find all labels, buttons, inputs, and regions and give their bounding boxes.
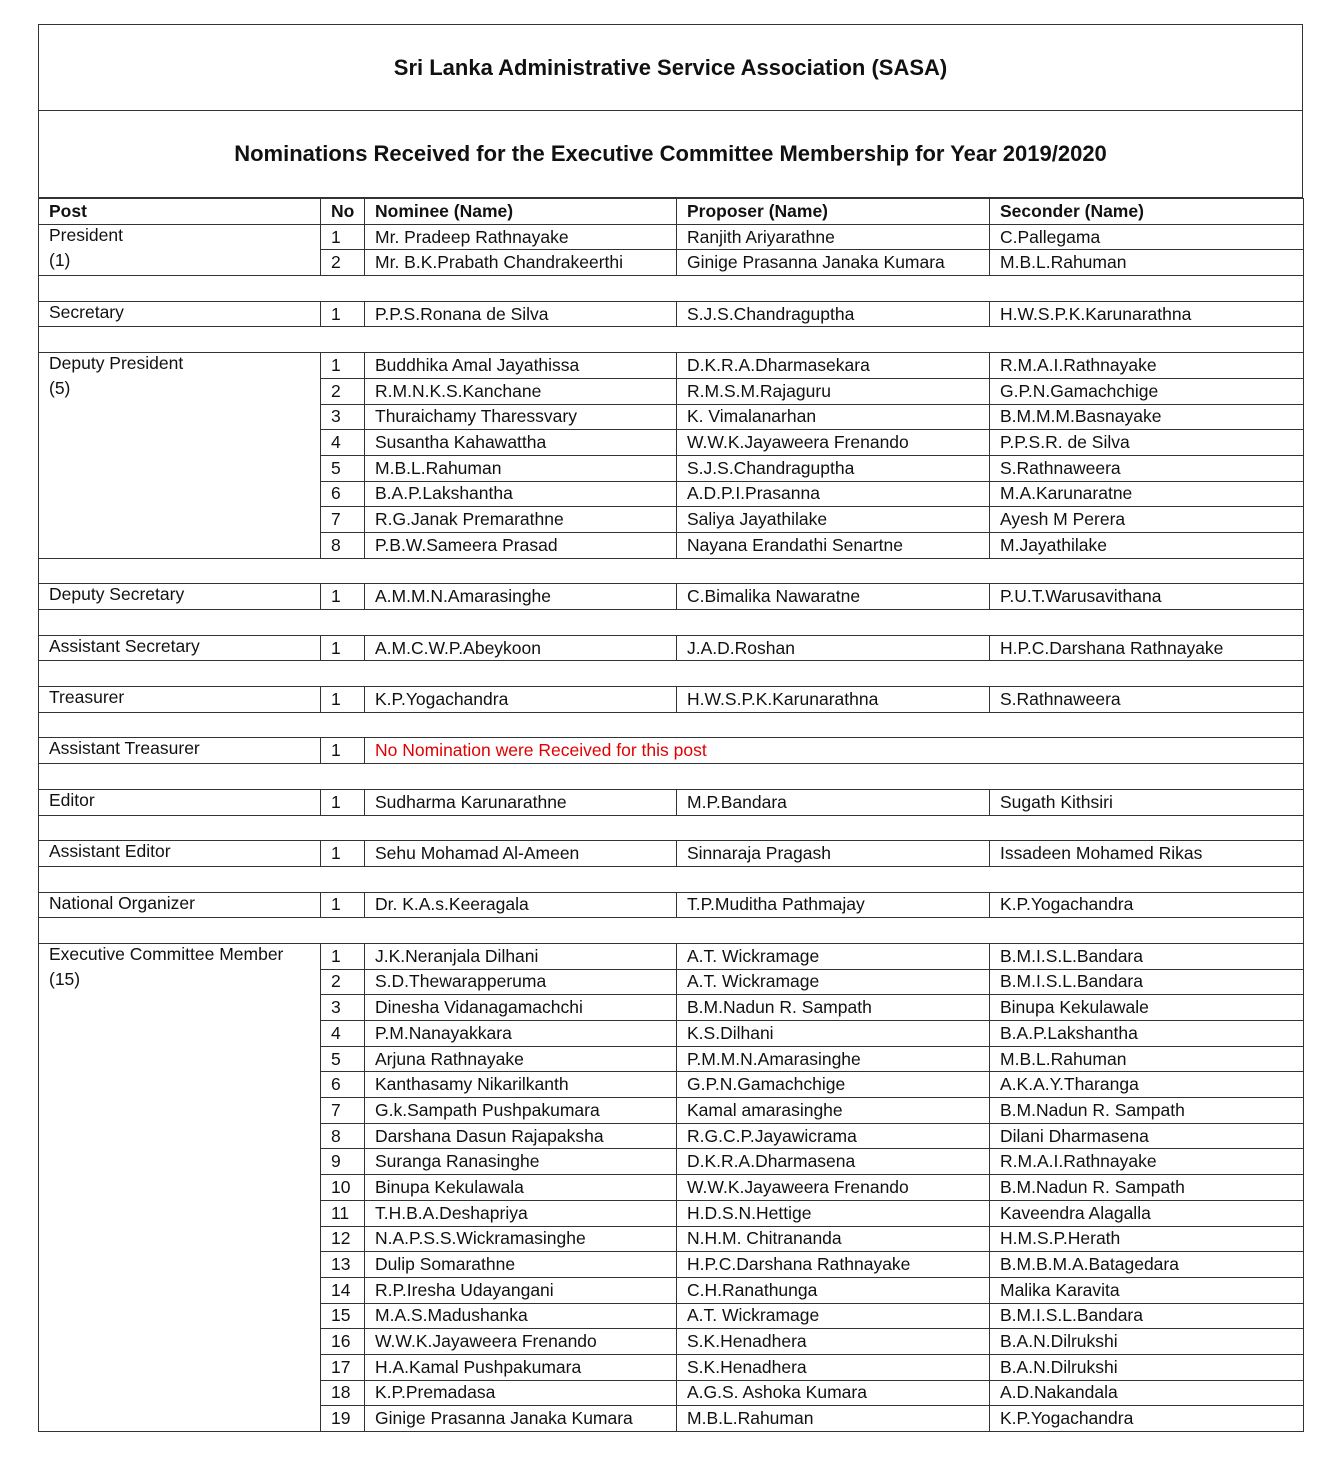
post-name-cell: Assistant Secretary xyxy=(39,635,321,661)
table-row xyxy=(39,1226,1304,1252)
table-row xyxy=(39,1252,1304,1278)
nominee-cell: Buddhika Amal Jayathissa xyxy=(365,353,677,379)
table-row xyxy=(39,943,1304,969)
nominee-cell: R.P.Iresha Udayangani xyxy=(365,1277,677,1303)
no-cell: 8 xyxy=(321,1123,365,1149)
nominee-cell: Mr. B.K.Prabath Chandrakeerthi xyxy=(365,250,677,276)
table-row xyxy=(39,841,1304,867)
table-row xyxy=(39,301,1304,327)
post-count-cell: (1) xyxy=(39,250,321,276)
separator-row xyxy=(39,661,1304,687)
table-row xyxy=(39,481,1304,507)
no-cell: 1 xyxy=(321,353,365,379)
table-row xyxy=(39,995,1304,1021)
nominee-cell: H.A.Kamal Pushpakumara xyxy=(365,1354,677,1380)
proposer-cell: Ranjith Ariyarathne xyxy=(677,224,990,250)
seconder-cell: S.Rathnaweera xyxy=(990,687,1304,713)
no-cell: 18 xyxy=(321,1380,365,1406)
seconder-cell: M.A.Karunaratne xyxy=(990,481,1304,507)
proposer-cell: D.K.R.A.Dharmasena xyxy=(677,1149,990,1175)
table-row xyxy=(39,455,1304,481)
table-row xyxy=(39,1021,1304,1047)
seconder-cell: H.W.S.P.K.Karunarathna xyxy=(990,301,1304,327)
table-header-row xyxy=(39,199,1304,225)
seconder-cell: H.P.C.Darshana Rathnayake xyxy=(990,635,1304,661)
table-row xyxy=(39,1406,1304,1432)
table-row xyxy=(39,1149,1304,1175)
separator-row xyxy=(39,866,1304,892)
proposer-cell: Kamal amarasinghe xyxy=(677,1098,990,1124)
seconder-cell: Ayesh M Perera xyxy=(990,507,1304,533)
separator-cell xyxy=(39,918,1304,944)
separator-row xyxy=(39,712,1304,738)
nominee-cell: A.M.C.W.P.Abeykoon xyxy=(365,635,677,661)
seconder-cell: A.K.A.Y.Tharanga xyxy=(990,1072,1304,1098)
proposer-cell: H.W.S.P.K.Karunarathna xyxy=(677,687,990,713)
proposer-cell: K.S.Dilhani xyxy=(677,1021,990,1047)
nominee-cell: A.M.M.N.Amarasinghe xyxy=(365,584,677,610)
no-cell: 1 xyxy=(321,301,365,327)
proposer-cell: T.P.Muditha Pathmajay xyxy=(677,892,990,918)
table-row xyxy=(39,1380,1304,1406)
nominee-cell: J.K.Neranjala Dilhani xyxy=(365,943,677,969)
table-row xyxy=(39,969,1304,995)
proposer-cell: M.P.Bandara xyxy=(677,789,990,815)
separator-cell xyxy=(39,815,1304,841)
no-cell: 11 xyxy=(321,1200,365,1226)
nominee-cell: Dulip Somarathne xyxy=(365,1252,677,1278)
nominee-cell: S.D.Thewarapperuma xyxy=(365,969,677,995)
seconder-cell: M.B.L.Rahuman xyxy=(990,1046,1304,1072)
proposer-cell: H.P.C.Darshana Rathnayake xyxy=(677,1252,990,1278)
nominee-cell: M.B.L.Rahuman xyxy=(365,455,677,481)
table-row xyxy=(39,1303,1304,1329)
table-row xyxy=(39,1072,1304,1098)
post-cell xyxy=(39,1200,321,1226)
document-title: Sri Lanka Administrative Service Association (SASA) xyxy=(38,24,1303,111)
post-cell xyxy=(39,404,321,430)
no-cell: 1 xyxy=(321,687,365,713)
post-cell xyxy=(39,430,321,456)
no-cell: 1 xyxy=(321,789,365,815)
no-cell: 1 xyxy=(321,892,365,918)
no-cell: 1 xyxy=(321,635,365,661)
seconder-cell: K.P.Yogachandra xyxy=(990,892,1304,918)
table-row xyxy=(39,584,1304,610)
proposer-cell: Sinnaraja Pragash xyxy=(677,841,990,867)
post-cell xyxy=(39,1175,321,1201)
no-cell: 9 xyxy=(321,1149,365,1175)
nominee-cell: Susantha Kahawattha xyxy=(365,430,677,456)
nominee-cell: Dinesha Vidanagamachchi xyxy=(365,995,677,1021)
proposer-cell: W.W.K.Jayaweera Frenando xyxy=(677,430,990,456)
no-cell: 1 xyxy=(321,584,365,610)
nominations-table xyxy=(38,198,1304,1432)
no-cell: 1 xyxy=(321,943,365,969)
proposer-cell: C.H.Ranathunga xyxy=(677,1277,990,1303)
seconder-cell: B.M.B.M.A.Batagedara xyxy=(990,1252,1304,1278)
nominee-cell: G.k.Sampath Pushpakumara xyxy=(365,1098,677,1124)
proposer-cell: A.T. Wickramage xyxy=(677,943,990,969)
post-name-cell: Secretary xyxy=(39,301,321,327)
no-cell: 10 xyxy=(321,1175,365,1201)
separator-row xyxy=(39,327,1304,353)
nominee-cell: Ginige Prasanna Janaka Kumara xyxy=(365,1406,677,1432)
header-proposer: Proposer (Name) xyxy=(677,199,990,225)
table-row xyxy=(39,1175,1304,1201)
table-row xyxy=(39,738,1304,764)
no-cell: 15 xyxy=(321,1303,365,1329)
proposer-cell: S.J.S.Chandraguptha xyxy=(677,455,990,481)
table-row xyxy=(39,1277,1304,1303)
nominee-cell: P.B.W.Sameera Prasad xyxy=(365,532,677,558)
no-cell: 2 xyxy=(321,378,365,404)
seconder-cell: Issadeen Mohamed Rikas xyxy=(990,841,1304,867)
nominee-cell: W.W.K.Jayaweera Frenando xyxy=(365,1329,677,1355)
proposer-cell: C.Bimalika Nawaratne xyxy=(677,584,990,610)
post-name-cell: Assistant Treasurer xyxy=(39,738,321,764)
header-post: Post xyxy=(39,199,321,225)
post-cell xyxy=(39,1123,321,1149)
nominee-cell: N.A.P.S.S.Wickramasinghe xyxy=(365,1226,677,1252)
no-cell: 17 xyxy=(321,1354,365,1380)
post-cell xyxy=(39,995,321,1021)
header-nominee: Nominee (Name) xyxy=(365,199,677,225)
no-cell: 7 xyxy=(321,507,365,533)
separator-cell xyxy=(39,712,1304,738)
proposer-cell: Saliya Jayathilake xyxy=(677,507,990,533)
post-name-cell: Deputy Secretary xyxy=(39,584,321,610)
separator-row xyxy=(39,558,1304,584)
proposer-cell: R.G.C.P.Jayawicrama xyxy=(677,1123,990,1149)
post-name-cell: Treasurer xyxy=(39,687,321,713)
seconder-cell: Kaveendra Alagalla xyxy=(990,1200,1304,1226)
seconder-cell: B.M.Nadun R. Sampath xyxy=(990,1098,1304,1124)
table-row xyxy=(39,507,1304,533)
nominee-cell: K.P.Premadasa xyxy=(365,1380,677,1406)
proposer-cell: M.B.L.Rahuman xyxy=(677,1406,990,1432)
proposer-cell: N.H.M. Chitrananda xyxy=(677,1226,990,1252)
no-cell: 1 xyxy=(321,224,365,250)
no-cell: 1 xyxy=(321,841,365,867)
seconder-cell: Sugath Kithsiri xyxy=(990,789,1304,815)
separator-cell xyxy=(39,558,1304,584)
table-row xyxy=(39,1354,1304,1380)
seconder-cell: M.B.L.Rahuman xyxy=(990,250,1304,276)
seconder-cell: H.M.S.P.Herath xyxy=(990,1226,1304,1252)
table-row xyxy=(39,1200,1304,1226)
nominee-cell: R.G.Janak Premarathne xyxy=(365,507,677,533)
seconder-cell: Malika Karavita xyxy=(990,1277,1304,1303)
nominee-cell: M.A.S.Madushanka xyxy=(365,1303,677,1329)
nominee-cell: Kanthasamy Nikarilkanth xyxy=(365,1072,677,1098)
post-cell xyxy=(39,1072,321,1098)
no-cell: 6 xyxy=(321,1072,365,1098)
separator-cell xyxy=(39,276,1304,302)
table-row xyxy=(39,1098,1304,1124)
proposer-cell: A.T. Wickramage xyxy=(677,969,990,995)
separator-row xyxy=(39,815,1304,841)
separator-row xyxy=(39,918,1304,944)
no-cell: 1 xyxy=(321,738,365,764)
post-cell xyxy=(39,507,321,533)
seconder-cell: R.M.A.I.Rathnayake xyxy=(990,1149,1304,1175)
table-row xyxy=(39,224,1304,250)
seconder-cell: B.M.I.S.L.Bandara xyxy=(990,943,1304,969)
table-row xyxy=(39,789,1304,815)
proposer-cell: H.D.S.N.Hettige xyxy=(677,1200,990,1226)
seconder-cell: B.M.I.S.L.Bandara xyxy=(990,1303,1304,1329)
no-cell: 7 xyxy=(321,1098,365,1124)
seconder-cell: K.P.Yogachandra xyxy=(990,1406,1304,1432)
post-cell xyxy=(39,1046,321,1072)
seconder-cell: G.P.N.Gamachchige xyxy=(990,378,1304,404)
no-cell: 2 xyxy=(321,250,365,276)
post-cell xyxy=(39,1098,321,1124)
post-count-cell: (5) xyxy=(39,378,321,404)
seconder-cell: S.Rathnaweera xyxy=(990,455,1304,481)
post-cell xyxy=(39,1226,321,1252)
post-cell xyxy=(39,1277,321,1303)
proposer-cell: P.M.M.N.Amarasinghe xyxy=(677,1046,990,1072)
proposer-cell: A.T. Wickramage xyxy=(677,1303,990,1329)
nominee-cell: Mr. Pradeep Rathnayake xyxy=(365,224,677,250)
seconder-cell: M.Jayathilake xyxy=(990,532,1304,558)
document-subtitle: Nominations Received for the Executive Committee Membership for Year 2019/2020 xyxy=(38,111,1303,198)
post-cell xyxy=(39,1303,321,1329)
table-row xyxy=(39,378,1304,404)
nominee-cell: Sudharma Karunarathne xyxy=(365,789,677,815)
post-cell xyxy=(39,481,321,507)
nominee-cell: Thuraichamy Tharessvary xyxy=(365,404,677,430)
table-row xyxy=(39,1329,1304,1355)
proposer-cell: S.K.Henadhera xyxy=(677,1354,990,1380)
post-cell xyxy=(39,532,321,558)
no-cell: 3 xyxy=(321,995,365,1021)
no-cell: 14 xyxy=(321,1277,365,1303)
seconder-cell: R.M.A.I.Rathnayake xyxy=(990,353,1304,379)
no-cell: 6 xyxy=(321,481,365,507)
table-row xyxy=(39,430,1304,456)
post-name-cell: Assistant Editor xyxy=(39,841,321,867)
nominee-cell: B.A.P.Lakshantha xyxy=(365,481,677,507)
nominee-cell: T.H.B.A.Deshapriya xyxy=(365,1200,677,1226)
post-cell xyxy=(39,1252,321,1278)
header-seconder: Seconder (Name) xyxy=(990,199,1304,225)
table-row xyxy=(39,635,1304,661)
table-row xyxy=(39,532,1304,558)
separator-row xyxy=(39,276,1304,302)
seconder-cell: P.U.T.Warusavithana xyxy=(990,584,1304,610)
no-cell: 19 xyxy=(321,1406,365,1432)
proposer-cell: B.M.Nadun R. Sampath xyxy=(677,995,990,1021)
post-name-cell: Editor xyxy=(39,789,321,815)
seconder-cell: B.A.N.Dilrukshi xyxy=(990,1354,1304,1380)
post-count-cell: (15) xyxy=(39,969,321,995)
proposer-cell: W.W.K.Jayaweera Frenando xyxy=(677,1175,990,1201)
separator-cell xyxy=(39,866,1304,892)
post-name-cell: Deputy President xyxy=(39,353,321,379)
nominee-cell: Arjuna Rathnayake xyxy=(365,1046,677,1072)
document-sheet xyxy=(38,24,1303,1432)
no-cell: 4 xyxy=(321,1021,365,1047)
proposer-cell: Nayana Erandathi Senartne xyxy=(677,532,990,558)
post-cell xyxy=(39,1021,321,1047)
post-name-cell: National Organizer xyxy=(39,892,321,918)
separator-cell xyxy=(39,610,1304,636)
no-cell: 5 xyxy=(321,1046,365,1072)
proposer-cell: A.D.P.I.Prasanna xyxy=(677,481,990,507)
post-cell xyxy=(39,1329,321,1355)
seconder-cell: B.M.I.S.L.Bandara xyxy=(990,969,1304,995)
post-cell xyxy=(39,455,321,481)
nominee-cell: Binupa Kekulawala xyxy=(365,1175,677,1201)
separator-row xyxy=(39,610,1304,636)
post-name-cell: President xyxy=(39,224,321,250)
nominee-cell: R.M.N.K.S.Kanchane xyxy=(365,378,677,404)
post-cell xyxy=(39,1149,321,1175)
proposer-cell: Ginige Prasanna Janaka Kumara xyxy=(677,250,990,276)
proposer-cell: G.P.N.Gamachchige xyxy=(677,1072,990,1098)
nominee-cell: Suranga Ranasinghe xyxy=(365,1149,677,1175)
table-row xyxy=(39,353,1304,379)
seconder-cell: B.A.N.Dilrukshi xyxy=(990,1329,1304,1355)
no-cell: 16 xyxy=(321,1329,365,1355)
nominee-cell: Sehu Mohamad Al-Ameen xyxy=(365,841,677,867)
nominee-cell: P.P.S.Ronana de Silva xyxy=(365,301,677,327)
table-row xyxy=(39,687,1304,713)
post-cell xyxy=(39,1354,321,1380)
proposer-cell: S.K.Henadhera xyxy=(677,1329,990,1355)
proposer-cell: S.J.S.Chandraguptha xyxy=(677,301,990,327)
no-cell: 4 xyxy=(321,430,365,456)
proposer-cell: D.K.R.A.Dharmasekara xyxy=(677,353,990,379)
seconder-cell: P.P.S.R. de Silva xyxy=(990,430,1304,456)
table-row xyxy=(39,404,1304,430)
no-cell: 5 xyxy=(321,455,365,481)
proposer-cell: K. Vimalanarhan xyxy=(677,404,990,430)
table-row xyxy=(39,250,1304,276)
seconder-cell: C.Pallegama xyxy=(990,224,1304,250)
seconder-cell: B.M.M.M.Basnayake xyxy=(990,404,1304,430)
seconder-cell: Binupa Kekulawale xyxy=(990,995,1304,1021)
nominee-cell: P.M.Nanayakkara xyxy=(365,1021,677,1047)
nominee-cell: Darshana Dasun Rajapaksha xyxy=(365,1123,677,1149)
nominee-cell: Dr. K.A.s.Keeragala xyxy=(365,892,677,918)
post-cell xyxy=(39,1380,321,1406)
seconder-cell: B.A.P.Lakshantha xyxy=(990,1021,1304,1047)
proposer-cell: A.G.S. Ashoka Kumara xyxy=(677,1380,990,1406)
separator-cell xyxy=(39,764,1304,790)
seconder-cell: B.M.Nadun R. Sampath xyxy=(990,1175,1304,1201)
proposer-cell: J.A.D.Roshan xyxy=(677,635,990,661)
seconder-cell: Dilani Dharmasena xyxy=(990,1123,1304,1149)
no-cell: 8 xyxy=(321,532,365,558)
separator-cell xyxy=(39,327,1304,353)
table-body xyxy=(39,224,1304,1431)
separator-cell xyxy=(39,661,1304,687)
post-cell xyxy=(39,1406,321,1432)
no-cell: 13 xyxy=(321,1252,365,1278)
no-cell: 3 xyxy=(321,404,365,430)
nominee-cell: K.P.Yogachandra xyxy=(365,687,677,713)
table-row xyxy=(39,892,1304,918)
seconder-cell: A.D.Nakandala xyxy=(990,1380,1304,1406)
header-no: No xyxy=(321,199,365,225)
separator-row xyxy=(39,764,1304,790)
no-cell: 12 xyxy=(321,1226,365,1252)
no-cell: 2 xyxy=(321,969,365,995)
table-row xyxy=(39,1123,1304,1149)
proposer-cell: R.M.S.M.Rajaguru xyxy=(677,378,990,404)
no-nomination-note: No Nomination were Received for this post xyxy=(365,738,1304,764)
post-name-cell: Executive Committee Member xyxy=(39,943,321,969)
table-row xyxy=(39,1046,1304,1072)
